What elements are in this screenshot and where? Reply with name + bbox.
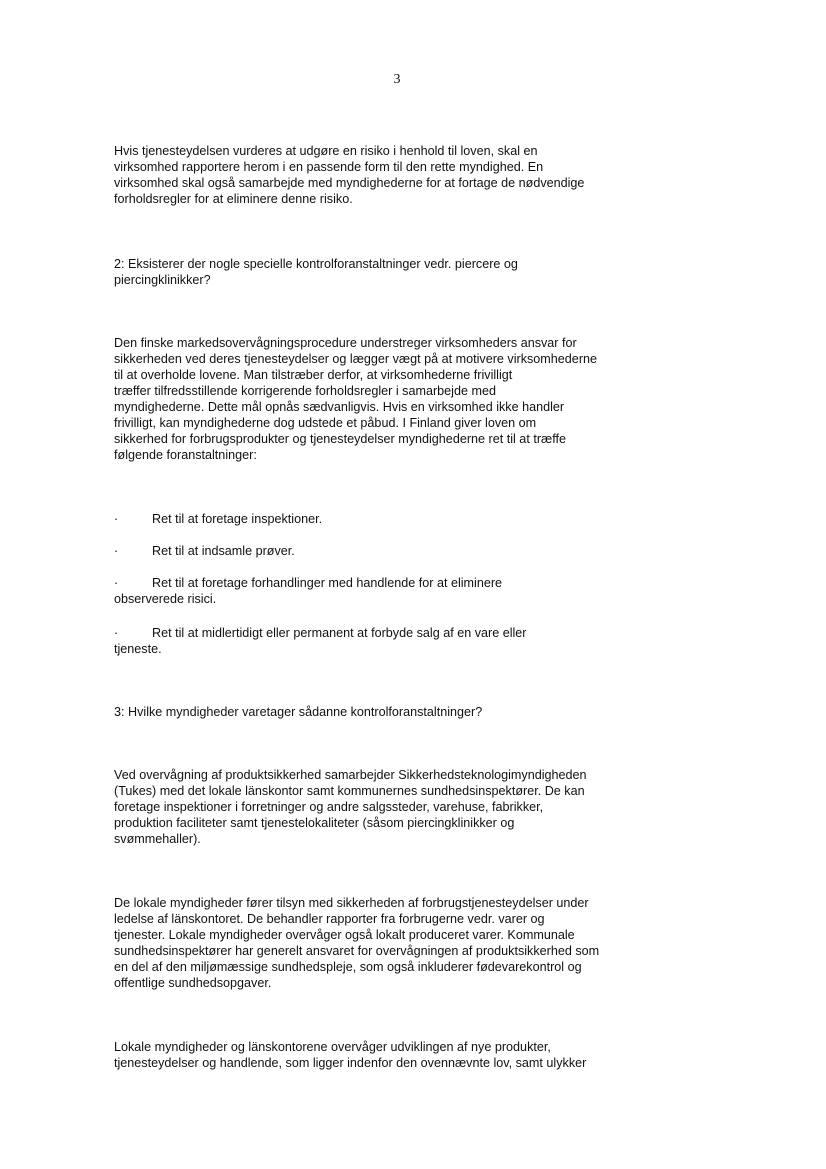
bullet-item [114, 511, 674, 527]
text-line: 2: Eksisterer der nogle specielle kontrolforanstaltninger vedr. piercere og [114, 257, 518, 271]
bullet-item [114, 625, 674, 657]
bullet-mark: · [114, 576, 119, 590]
text-line: (Tukes) med det lokale länskontor samt kommunernes sundhedsinspektører. De kan [114, 784, 585, 798]
text-line: tjenesteydelser og handlende, som ligger indenfor den ovennævnte lov, samt ulykker [114, 1056, 587, 1070]
text-line: Den finske markedsovervågningsprocedure understreger virksomheders ansvar for [114, 336, 577, 350]
bullet-item [114, 543, 674, 559]
page-number: 3 [393, 72, 401, 87]
bullet-text: Ret til at midlertidigt eller permanent at forbyde salg af en vare eller [152, 626, 527, 640]
text-line: produktion faciliteter samt tjenestelokaliteter (såsom piercingklinikker og [114, 816, 515, 830]
bullet-mark: · [114, 626, 119, 640]
text-line: virksomhed skal også samarbejde med myndighederne for at fortage de nødvendige [114, 176, 585, 190]
text-line: træffer tilfredsstillende korrigerende forholdsregler i samarbejde med [114, 384, 496, 398]
text-line: offentlige sundhedsopgaver. [114, 976, 272, 990]
paragraph-monitoring [114, 1039, 674, 1071]
text-line: foretage inspektioner i forretninger og andre salgssteder, varehuse, fabrikker, [114, 800, 544, 814]
text-line: De lokale myndigheder fører tilsyn med sikkerheden af forbrugstjenesteydelser under [114, 896, 589, 910]
paragraph-product-safety [114, 767, 674, 847]
text-line: ledelse af länskontoret. De behandler rapporter fra forbrugerne vedr. varer og [114, 912, 545, 926]
text-line: sundhedsinspektører har generelt ansvaret for overvågningen af produktsikkerhed som [114, 944, 600, 958]
bullet-text: Ret til at foretage inspektioner. [152, 512, 323, 526]
bullet-text: Ret til at indsamle prøver. [152, 544, 295, 558]
text-line: virksomhed rapportere herom i en passende form til den rette myndighed. En [114, 160, 544, 174]
text-line: svømmehaller). [114, 832, 201, 846]
question-2 [114, 256, 674, 288]
paragraph-market-surveillance [114, 335, 674, 463]
text-line: piercingklinikker? [114, 273, 211, 287]
text-line: forholdsregler for at eliminere denne risiko. [114, 192, 353, 206]
paragraph-risk-reporting [114, 143, 674, 207]
text-line: Ved overvågning af produktsikkerhed samarbejder Sikkerhedsteknologimyndigheden [114, 768, 587, 782]
text-line: sikkerheden ved deres tjenesteydelser og lægger vægt på at motivere virksomhederne [114, 352, 598, 366]
text-line: myndighederne. Dette mål opnås sædvanligvis. Hvis en virksomhed ikke handler [114, 400, 565, 414]
bullet-text: tjeneste. [114, 642, 162, 656]
bullet-item [114, 575, 674, 607]
text-line: tjenester. Lokale myndigheder overvåger også lokalt produceret varer. Kommunale [114, 928, 575, 942]
paragraph-local-authorities [114, 895, 674, 991]
text-line: Lokale myndigheder og länskontorene overvåger udviklingen af nye produkter, [114, 1040, 551, 1054]
bullet-mark: · [114, 544, 119, 558]
bullet-text: observerede risici. [114, 592, 217, 606]
question-3 [114, 704, 674, 720]
text-line: frivilligt, kan myndighederne dog udstede et påbud. I Finland giver loven om [114, 416, 537, 430]
text-line: til at overholde lovene. Man tilstræber derfor, at virksomhederne frivilligt [114, 368, 513, 382]
text-line: sikkerhed for forbrugsprodukter og tjenesteydelser myndighederne ret til at træffe [114, 432, 566, 446]
text-line: Hvis tjenesteydelsen vurderes at udgøre en risiko i henhold til loven, skal en [114, 144, 538, 158]
text-line: 3: Hvilke myndigheder varetager sådanne kontrolforanstaltninger? [114, 705, 483, 719]
text-line: en del af den miljømæssige sundhedspleje, som også inkluderer fødevarekontrol og [114, 960, 582, 974]
text-line: følgende foranstaltninger: [114, 448, 257, 462]
bullet-text: Ret til at foretage forhandlinger med handlende for at eliminere [152, 576, 503, 590]
bullet-mark: · [114, 512, 119, 526]
